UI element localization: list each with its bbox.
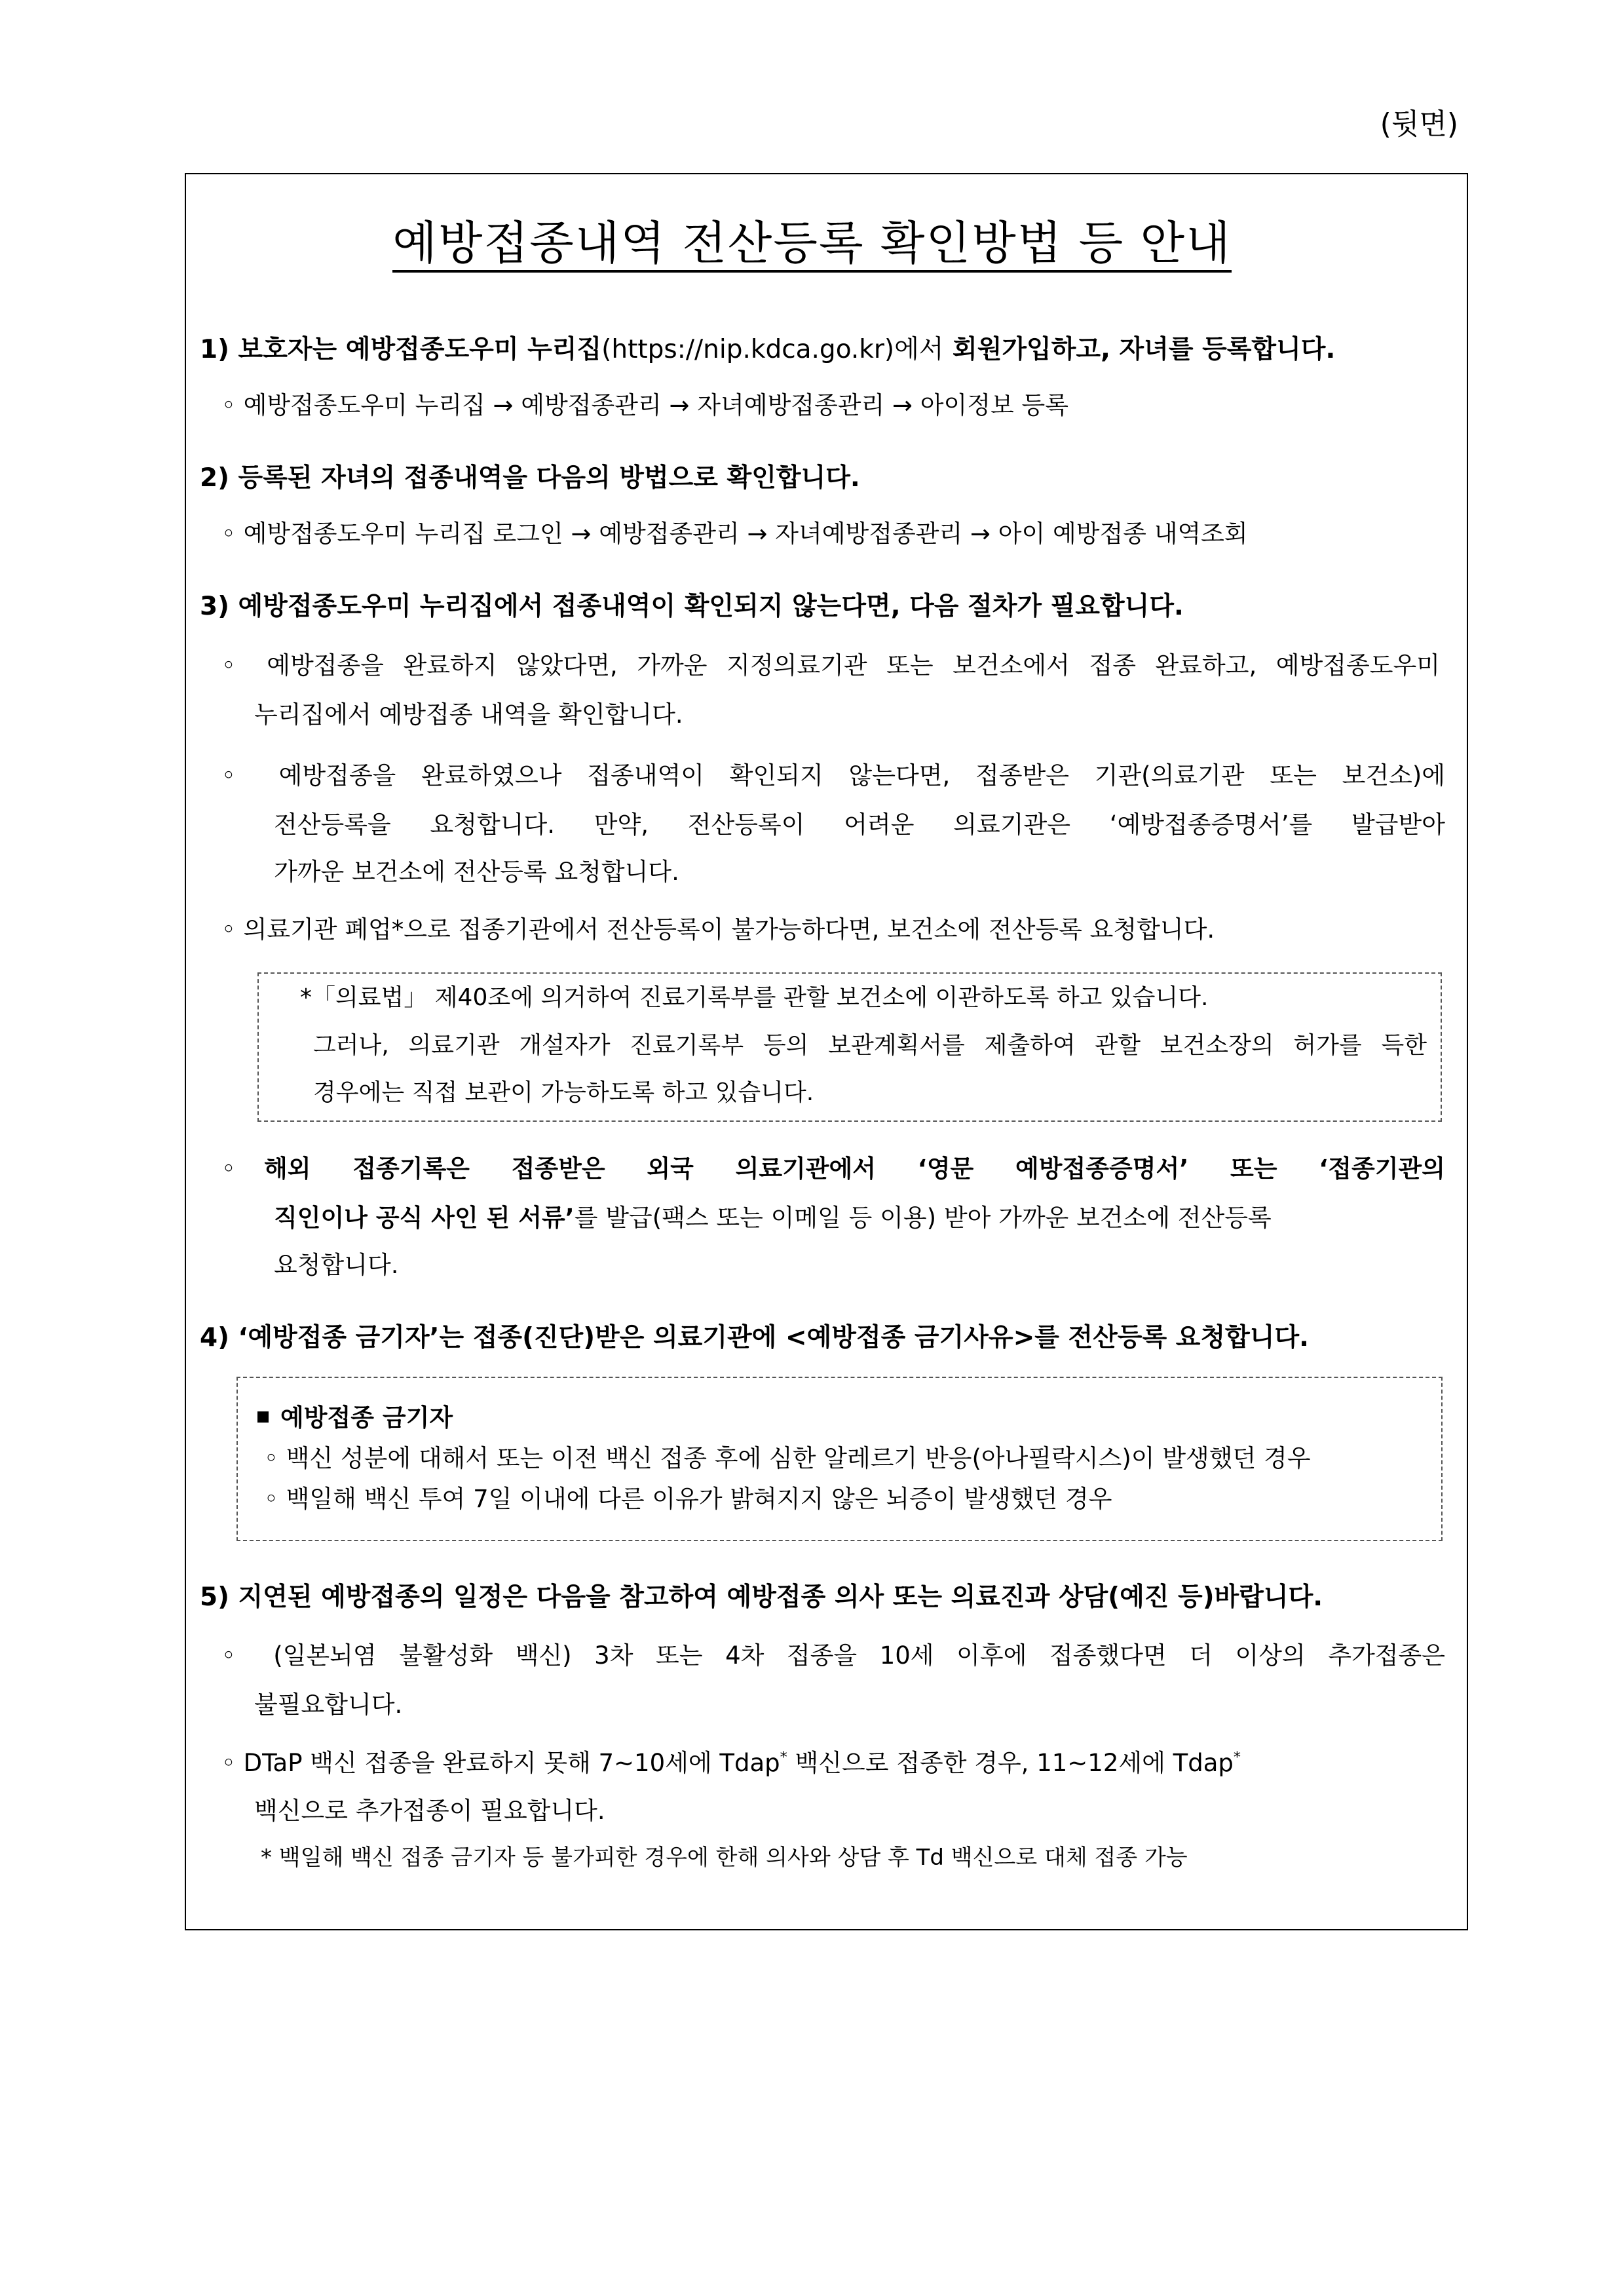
medical-law-note-line-2: 그러나, 의료기관 개설자가 진료기록부 등의 보관계획서를 제출하여 관할 보건소장의 허가를 득한 xyxy=(313,1032,1427,1059)
section-3-bullet-2-line-3: 가까운 보건소에 전산등록 요청합니다. xyxy=(274,858,679,886)
section-1-heading xyxy=(200,337,1335,362)
tdap-footnote-mark-2: * xyxy=(1233,1749,1241,1766)
section-2-path: ◦ 예방접종도우미 누리집 로그인 → 예방접종관리 → 자녀예방접종관리 → 아이 예방접종 내역조회 xyxy=(221,520,1248,548)
section-5-bullet-2-line-1 xyxy=(221,1751,1445,1775)
dtap-text-b: 백신으로 접종한 경우, 11∼12세에 Tdap xyxy=(787,1749,1234,1777)
section-3-bullet-2-line-1: ◦ 예방접종을 완료하였으나 접종내역이 확인되지 않는다면, 접종받은 기관(의료기관 또는 보건소)에 xyxy=(221,761,1446,790)
tdap-footnote-mark-1: * xyxy=(780,1749,787,1766)
section-2-heading: 2) 등록된 자녀의 접종내역을 다음의 방법으로 확인합니다. xyxy=(200,463,860,493)
overseas-line-3: 요청합니다. xyxy=(274,1251,399,1279)
page-side-label: (뒷면) xyxy=(1380,107,1458,141)
section-3-heading: 3) 예방접종도우미 누리집에서 접종내역이 확인되지 않는다면, 다음 절차가 필요합니다. xyxy=(200,592,1184,621)
td-footnote: * 백일해 백신 접종 금기자 등 불가피한 경우에 한해 의사와 상담 후 Td 백신으로 대체 접종 가능 xyxy=(261,1845,1188,1871)
document-title-text: 예방접종내역 전산등록 확인방법 등 안내 xyxy=(392,220,1232,273)
section-1-heading-prefix: 1) 보호자는 예방접종도우미 누리집 xyxy=(200,335,602,364)
section-1-heading-suffix: 회원가입하고, 자녀를 등록합니다. xyxy=(943,335,1336,364)
section-3-bullet-1-line-1: ◦ 예방접종을 완료하지 않았다면, 가까운 지정의료기관 또는 보건소에서 접종 완료하고, 예방접종도우미 xyxy=(221,651,1440,679)
nip-url-link[interactable]: (https://nip.kdca.go.kr)에서 xyxy=(601,335,944,364)
medical-law-note-line-1: *「의료법」 제40조에 의거하여 진료기록부를 관할 보건소에 이관하도록 하고 있습니다. xyxy=(300,984,1209,1011)
contraindication-item-2: ◦ 백일해 백신 투여 7일 이내에 다른 이유가 밝혀지지 않은 뇌증이 발생했던 경우 xyxy=(264,1485,1112,1513)
overseas-line-2-bold: 직인이나 공식 사인 된 서류’ xyxy=(274,1204,575,1232)
section-3-bullet-2-line-2: 전산등록을 요청합니다. 만약, 전산등록이 어려운 의료기관은 ‘예방접종증명서’를 발급받아 xyxy=(274,811,1445,839)
contraindication-item-1: ◦ 백신 성분에 대해서 또는 이전 백신 접종 후에 심한 알레르기 반응(아나필락시스)이 발생했던 경우 xyxy=(264,1444,1311,1472)
contraindication-title-text: 예방접종 금기자 xyxy=(280,1404,453,1432)
square-bullet-icon xyxy=(257,1411,269,1423)
section-4-heading: 4) ‘예방접종 금기자’는 접종(진단)받은 의료기관에 <예방접종 금기사유>를 전산등록 요청합니다. xyxy=(200,1323,1309,1352)
overseas-line-2-rest: 를 발급(팩스 또는 이메일 등 이용) 받아 가까운 보건소에 전산등록 xyxy=(574,1204,1272,1232)
dtap-text-a: ◦ DTaP 백신 접종을 완료하지 못해 7∼10세에 Tdap xyxy=(221,1749,780,1777)
overseas-bullet-marker: ◦ xyxy=(221,1155,236,1183)
overseas-line-2 xyxy=(274,1206,1445,1230)
contraindication-title xyxy=(257,1406,453,1430)
medical-law-note-line-3: 경우에는 직접 보관이 가능하도록 하고 있습니다. xyxy=(313,1079,814,1106)
section-5-bullet-1-line-1: ◦ (일본뇌염 불활성화 백신) 3차 또는 4차 접종을 10세 이후에 접종했다면 더 이상의 추가접종은 xyxy=(221,1641,1445,1670)
section-3-bullet-1-line-2: 누리집에서 예방접종 내역을 확인합니다. xyxy=(254,700,683,729)
section-5-bullet-2-line-2: 백신으로 추가접종이 필요합니다. xyxy=(254,1797,605,1825)
section-5-heading: 5) 지연된 예방접종의 일정은 다음을 참고하여 예방접종 의사 또는 의료진과 상담(예진 등)바랍니다. xyxy=(200,1582,1323,1612)
overseas-line-1: 해외 접종기록은 접종받은 외국 의료기관에서 ‘영문 예방접종증명서’ 또는 ‘접종기관의 xyxy=(264,1155,1445,1183)
document-title xyxy=(0,216,1624,273)
section-5-bullet-1-line-2: 불필요합니다. xyxy=(254,1691,403,1719)
section-3-bullet-3: ◦ 의료기관 폐업*으로 접종기관에서 전산등록이 불가능하다면, 보건소에 전산등록 요청합니다. xyxy=(221,915,1215,944)
section-1-path: ◦ 예방접종도우미 누리집 → 예방접종관리 → 자녀예방접종관리 → 아이정보 등록 xyxy=(221,391,1068,419)
